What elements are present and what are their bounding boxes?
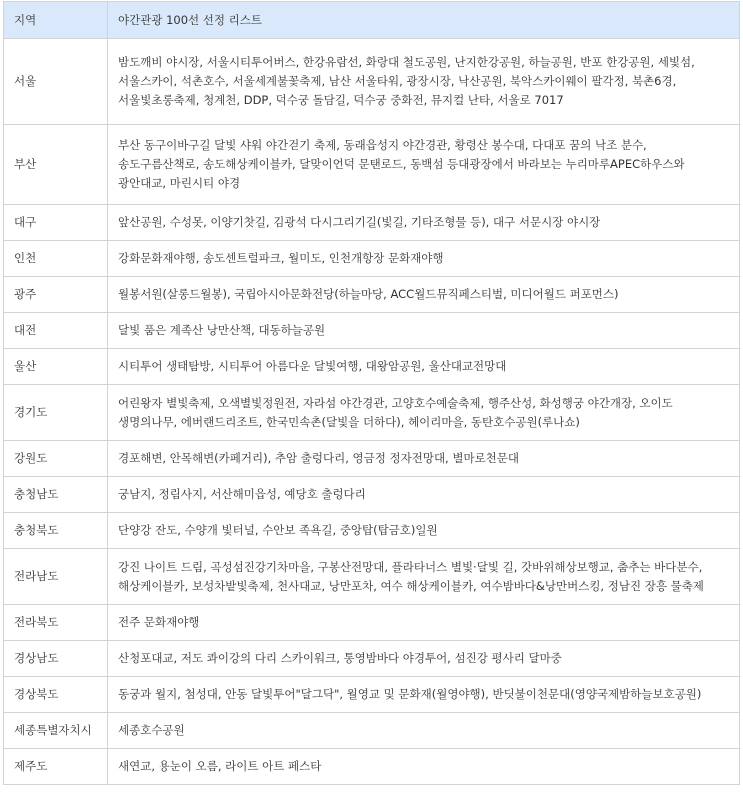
content-cell: 강진 나이트 드림, 곡성섬진강기차마을, 구봉산전망대, 플라타너스 별빛·달빛 길, 갓바위해상보행교, 춤추는 바다분수, 해상케이블카, 보성차밭빛축제, 천사대교, 낭만포차, 여수 해상케이블카, 여수밤바다&낭만버스킹, 정남진 장흥 물축제: [108, 549, 740, 605]
table-row: [4, 749, 740, 785]
content-cell: 강화문화재야행, 송도센트럴파크, 월미도, 인천개항장 문화재야행: [108, 241, 740, 277]
content-cell: 새연교, 용눈이 오름, 라이트 아트 페스타: [108, 749, 740, 785]
region-cell: 경상북도: [4, 677, 108, 713]
table-row: [4, 641, 740, 677]
content-cell: 산청포대교, 저도 콰이강의 다리 스카이워크, 통영밤바다 야경투어, 섬진강 평사리 달마중: [108, 641, 740, 677]
content-cell: 단양강 잔도, 수양개 빛터널, 수안보 족욕길, 중앙탑(탑금호)일원: [108, 513, 740, 549]
table-row: [4, 349, 740, 385]
table-header-row: [4, 2, 740, 39]
table-row: [4, 477, 740, 513]
content-cell: 월봉서원(살롱드월봉), 국립아시아문화전당(하늘마당, ACC월드뮤직페스티벌, 미디어월드 퍼포먼스): [108, 277, 740, 313]
table-row: [4, 441, 740, 477]
content-cell: 동궁과 월지, 첨성대, 안동 달빛투어"달그닥", 월영교 및 문화재(월영야행), 반딧불이천문대(영양국제밤하늘보호공원): [108, 677, 740, 713]
region-cell: 충청남도: [4, 477, 108, 513]
region-cell: 대구: [4, 205, 108, 241]
table-row: [4, 241, 740, 277]
content-cell: 경포해변, 안목해변(카페거리), 추암 출렁다리, 영금정 정자전망대, 별마로천문대: [108, 441, 740, 477]
table-row: [4, 605, 740, 641]
region-cell: 경기도: [4, 385, 108, 441]
table-row: [4, 549, 740, 605]
header-region: 지역: [4, 2, 108, 39]
table-row: [4, 713, 740, 749]
region-cell: 세종특별자치시: [4, 713, 108, 749]
region-cell: 제주도: [4, 749, 108, 785]
table-row: [4, 125, 740, 205]
region-cell: 경상남도: [4, 641, 108, 677]
region-cell: 부산: [4, 125, 108, 205]
region-cell: 충청북도: [4, 513, 108, 549]
content-cell: 시티투어 생태탐방, 시티투어 아름다운 달빛여행, 대왕암공원, 울산대교전망대: [108, 349, 740, 385]
content-cell: 부산 동구이바구길 달빛 샤워 야간걷기 축제, 동래읍성지 야간경관, 황령산 봉수대, 다대포 꿈의 낙조 분수, 송도구름산책로, 송도해상케이블카, 달맞이언덕 문탠로드, 동백섬 등대광장에서 바라보는 누리마루APEC하우스와 광안대교, 마린시티 야경: [108, 125, 740, 205]
content-cell: 밤도깨비 야시장, 서울시티투어버스, 한강유람선, 화랑대 철도공원, 난지한강공원, 하늘공원, 반포 한강공원, 세빛섬, 서울스카이, 석촌호수, 서울세계불꽃축제, 남산 서울타워, 광장시장, 낙산공원, 북악스카이웨이 팔각정, 북촌6경, 서울빛초롱축제, 청계천, DDP, 덕수궁 돌담길, 덕수궁 중화전, 뮤지컬 난타, 서울로 7017: [108, 39, 740, 125]
table-row: [4, 513, 740, 549]
table-row: [4, 205, 740, 241]
region-cell: 강원도: [4, 441, 108, 477]
night-tourism-table: [3, 1, 740, 785]
region-cell: 인천: [4, 241, 108, 277]
table-row: [4, 385, 740, 441]
table-row: [4, 677, 740, 713]
region-cell: 전라북도: [4, 605, 108, 641]
content-cell: 어린왕자 별빛축제, 오색별빛정원전, 자라섬 야간경관, 고양호수예술축제, 행주산성, 화성행궁 야간개장, 오이도 생명의나무, 에버랜드리조트, 한국민속촌(달빛을 더하다), 헤이리마을, 동탄호수공원(루나쇼): [108, 385, 740, 441]
content-cell: 앞산공원, 수성못, 이양기찻길, 김광석 다시그리기길(빛길, 기타조형물 등), 대구 서문시장 야시장: [108, 205, 740, 241]
table-row: [4, 313, 740, 349]
table-row: [4, 39, 740, 125]
region-cell: 광주: [4, 277, 108, 313]
content-cell: 전주 문화재야행: [108, 605, 740, 641]
content-cell: 궁남지, 정림사지, 서산해미읍성, 예당호 출렁다리: [108, 477, 740, 513]
header-list: 야간관광 100선 선정 리스트: [108, 2, 740, 39]
region-cell: 서울: [4, 39, 108, 125]
content-cell: 달빛 품은 계족산 낭만산책, 대동하늘공원: [108, 313, 740, 349]
region-cell: 대전: [4, 313, 108, 349]
region-cell: 울산: [4, 349, 108, 385]
region-cell: 전라남도: [4, 549, 108, 605]
table-row: [4, 277, 740, 313]
content-cell: 세종호수공원: [108, 713, 740, 749]
